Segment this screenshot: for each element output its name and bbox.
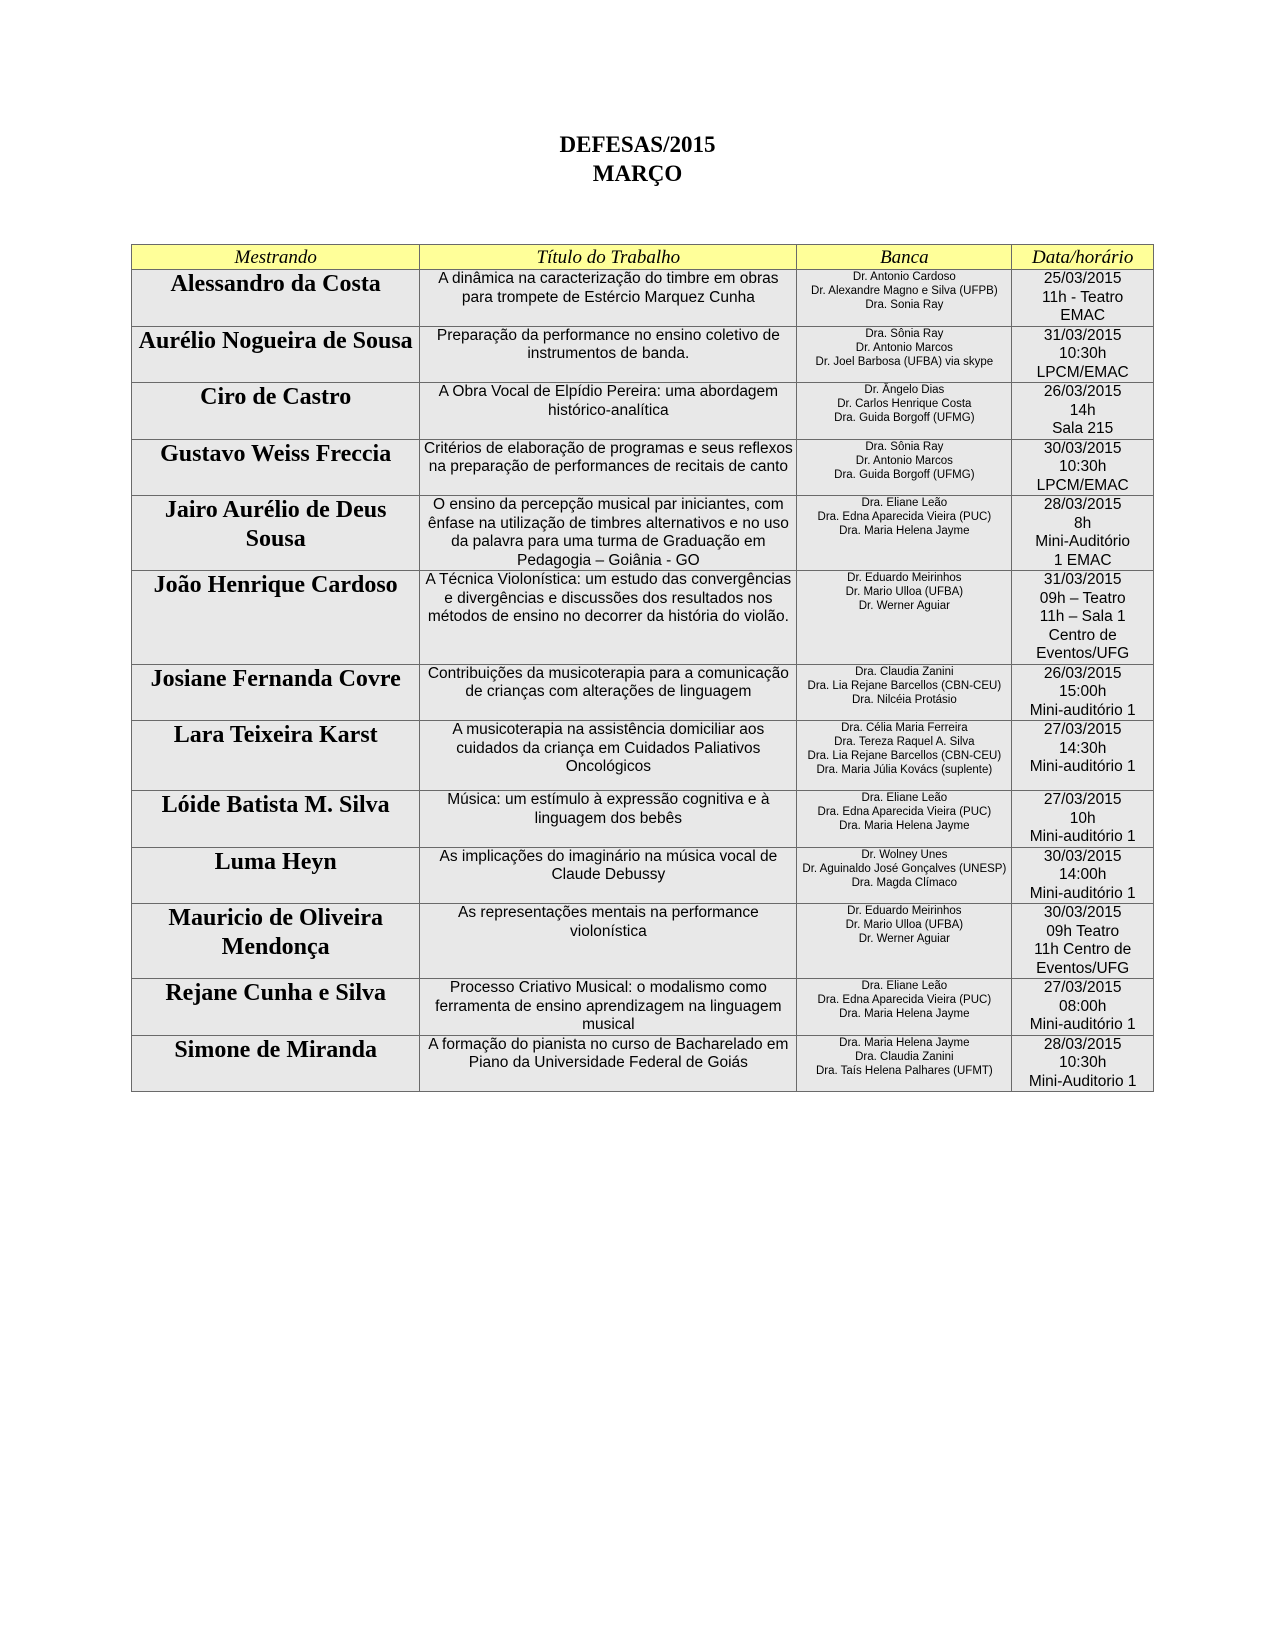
banca-member: Dra. Célia Maria Ferreira	[841, 722, 968, 734]
banca-member: Dr. Carlos Henrique Costa	[837, 398, 972, 410]
date-time-cell	[1012, 979, 1154, 1036]
date-time-line: 10h	[1069, 809, 1096, 827]
date-time-line: 31/03/2015	[1043, 571, 1122, 588]
date-time-cell	[1012, 847, 1154, 904]
date-time-line: EMAC	[1060, 307, 1106, 324]
banca-member: Dr. Ângelo Dias	[864, 384, 945, 396]
date-time-line: Mini-auditório 1	[1029, 758, 1136, 775]
date-time-line: 25/03/2015	[1043, 270, 1122, 287]
table-row	[132, 904, 1154, 979]
banca-member: Dra. Lia Rejane Barcellos (CBN-CEU)	[807, 679, 1002, 692]
work-title: As representações mentais na performance violonística	[420, 904, 797, 979]
student-name: Gustavo Weiss Freccia	[132, 439, 420, 496]
banca-cell	[797, 791, 1012, 848]
table-row	[132, 847, 1154, 904]
student-name: João Henrique Cardoso	[132, 571, 420, 665]
date-time-line: Eventos/UFG	[1036, 645, 1130, 662]
banca-member: Dr. Werner Aguiar	[858, 933, 950, 945]
date-time-line: Mini-auditório 1	[1029, 828, 1136, 845]
date-time-line: 30/03/2015	[1043, 847, 1122, 865]
student-name: Luma Heyn	[132, 847, 420, 904]
date-time-line: 31/03/2015	[1043, 326, 1122, 344]
banca-cell	[797, 1035, 1012, 1092]
banca-cell	[797, 326, 1012, 383]
banca-member: Dra. Eliane Leão	[861, 792, 948, 804]
date-time-line: Mini-auditório 1	[1029, 701, 1136, 719]
date-time-line: 14h	[1069, 401, 1096, 419]
date-time-line: LPCM/EMAC	[1036, 363, 1129, 381]
date-time-line: 10:30h	[1058, 458, 1107, 475]
date-time-line: 26/03/2015	[1043, 664, 1122, 682]
banca-member: Dra. Magda Clímaco	[851, 876, 958, 889]
student-name: Aurélio Nogueira de Sousa	[132, 326, 420, 383]
date-time-cell	[1012, 904, 1154, 979]
work-title: A Obra Vocal de Elpídio Pereira: uma abordagem histórico-analítica	[420, 383, 797, 440]
date-time-line: 30/03/2015	[1043, 439, 1122, 457]
work-title: A dinâmica na caracterização do timbre em obras para trompete de Estércio Marquez Cunha	[420, 270, 797, 327]
banca-member: Dra. Nilcéia Protásio	[851, 693, 957, 706]
banca-member: Dr. Mario Ulloa (UFBA)	[845, 586, 964, 598]
banca-member: Dr. Joel Barbosa (UFBA) via skype	[815, 355, 994, 368]
banca-member: Dra. Sônia Ray	[865, 440, 944, 453]
table-row	[132, 270, 1154, 327]
banca-cell	[797, 721, 1012, 791]
date-time-cell	[1012, 496, 1154, 571]
student-name: Mauricio de Oliveira Mendonça	[132, 904, 420, 979]
date-time-line: Sala 215	[1052, 420, 1114, 437]
banca-cell	[797, 270, 1012, 327]
date-time-cell	[1012, 664, 1154, 721]
column-header-mestrando: Mestrando	[132, 245, 420, 270]
work-title: As implicações do imaginário na música vocal de Claude Debussy	[420, 847, 797, 904]
banca-member: Dr. Antonio Marcos	[855, 341, 953, 354]
table-header-row	[132, 245, 1154, 270]
date-time-line: Mini-auditório 1	[1029, 884, 1136, 902]
date-time-line: 09h – Teatro	[1039, 589, 1126, 607]
date-time-line: 11h – Sala 1	[1039, 608, 1126, 625]
banca-member: Dra. Lia Rejane Barcellos (CBN-CEU)	[807, 750, 1002, 762]
table-row	[132, 721, 1154, 791]
date-time-cell	[1012, 791, 1154, 848]
banca-member: Dra. Tereza Raquel A. Silva	[834, 736, 975, 748]
banca-member: Dr. Antonio Cardoso	[852, 271, 956, 283]
date-time-line: 28/03/2015	[1043, 1035, 1122, 1053]
date-time-line: 8h	[1074, 514, 1092, 532]
banca-member: Dr. Wolney Unes	[861, 848, 948, 861]
date-time-line: 27/03/2015	[1043, 791, 1122, 808]
date-time-cell	[1012, 383, 1154, 440]
table-row	[132, 326, 1154, 383]
date-time-line: 15:00h	[1058, 683, 1107, 700]
work-title: Preparação da performance no ensino coletivo de instrumentos de banda.	[420, 326, 797, 383]
banca-member: Dra. Edna Aparecida Vieira (PUC)	[817, 994, 992, 1006]
banca-member: Dra. Guida Borgoff (UFMG)	[834, 412, 975, 424]
date-time-line: 27/03/2015	[1043, 979, 1122, 996]
table-row	[132, 664, 1154, 721]
banca-member: Dra. Eliane Leão	[861, 497, 948, 509]
student-name: Lara Teixeira Karst	[132, 721, 420, 791]
table-row	[132, 496, 1154, 571]
date-time-line: 28/03/2015	[1043, 496, 1122, 513]
date-time-cell	[1012, 439, 1154, 496]
student-name: Rejane Cunha e Silva	[132, 979, 420, 1036]
banca-member: Dr. Eduardo Meirinhos	[847, 572, 962, 584]
column-header-banca: Banca	[797, 245, 1012, 270]
date-time-line: Mini-Auditorio 1	[1028, 1072, 1137, 1090]
work-title: A formação do pianista no curso de Bacharelado em Piano da Universidade Federal de Goiás	[420, 1035, 797, 1092]
banca-member: Dra. Sonia Ray	[865, 299, 944, 311]
date-time-line: 11h - Teatro	[1042, 288, 1124, 306]
date-time-line: 08:00h	[1058, 997, 1107, 1015]
banca-member: Dr. Aguinaldo José Gonçalves (UNESP)	[802, 862, 1007, 875]
banca-member: Dra. Taís Helena Palhares (UFMT)	[815, 1064, 993, 1077]
date-time-line: Mini-Auditório	[1035, 533, 1131, 550]
date-time-line: 14:30h	[1058, 739, 1107, 757]
page-title	[0, 130, 1275, 188]
banca-member: Dr. Antonio Marcos	[855, 454, 953, 467]
date-time-cell	[1012, 721, 1154, 791]
banca-member: Dr. Werner Aguiar	[858, 600, 950, 612]
date-time-line: 30/03/2015	[1043, 904, 1122, 921]
student-name: Ciro de Castro	[132, 383, 420, 440]
banca-cell	[797, 571, 1012, 665]
banca-member: Dra. Guida Borgoff (UFMG)	[834, 468, 975, 481]
student-name: Simone de Miranda	[132, 1035, 420, 1092]
student-name: Lóide Batista M. Silva	[132, 791, 420, 848]
banca-member: Dra. Eliane Leão	[861, 980, 948, 992]
work-title: Critérios de elaboração de programas e seus reflexos na preparação de performances de recitais de canto	[420, 439, 797, 496]
date-time-line: 10:30h	[1058, 1054, 1107, 1071]
date-time-line: 27/03/2015	[1043, 721, 1122, 738]
date-time-line: Mini-auditório 1	[1029, 1016, 1136, 1033]
banca-member: Dra. Sônia Ray	[865, 327, 944, 340]
banca-member: Dra. Maria Helena Jayme	[839, 525, 970, 537]
banca-member: Dra. Claudia Zanini	[855, 1050, 954, 1063]
date-time-line: Centro de	[1048, 626, 1117, 644]
table-row	[132, 979, 1154, 1036]
date-time-line: Eventos/UFG	[1036, 959, 1130, 977]
table-row	[132, 571, 1154, 665]
date-time-line: 11h Centro de	[1034, 941, 1132, 958]
banca-member: Dr. Alexandre Magno e Silva (UFPB)	[811, 285, 998, 297]
banca-cell	[797, 979, 1012, 1036]
banca-member: Dr. Mario Ulloa (UFBA)	[845, 919, 964, 931]
title-line-year: DEFESAS/2015	[559, 132, 716, 157]
column-header-data-horario: Data/horário	[1012, 245, 1154, 270]
table-row	[132, 439, 1154, 496]
student-name: Jairo Aurélio de Deus Sousa	[132, 496, 420, 571]
date-time-line: LPCM/EMAC	[1036, 476, 1129, 494]
work-title: Música: um estímulo à expressão cognitiva e à linguagem dos bebês	[420, 791, 797, 848]
banca-member: Dra. Maria Helena Jayme	[839, 1008, 970, 1020]
banca-member: Dra. Edna Aparecida Vieira (PUC)	[817, 511, 992, 523]
work-title: O ensino da percepção musical par iniciantes, com ênfase na utilização de timbres alternativos e no uso da palavra para uma turma de Graduação em Pedagogia – Goiânia - GO	[420, 496, 797, 571]
student-name: Alessandro da Costa	[132, 270, 420, 327]
title-line-month: MARÇO	[592, 161, 683, 186]
banca-cell	[797, 664, 1012, 721]
date-time-cell	[1012, 326, 1154, 383]
work-title: Contribuições da musicoterapia para a comunicação de crianças com alterações de linguagem	[420, 664, 797, 721]
date-time-cell	[1012, 571, 1154, 665]
date-time-cell	[1012, 1035, 1154, 1092]
work-title: A musicoterapia na assistência domiciliar aos cuidados da criança em Cuidados Paliativos Oncológicos	[420, 721, 797, 791]
banca-cell	[797, 439, 1012, 496]
student-name: Josiane Fernanda Covre	[132, 664, 420, 721]
column-header-titulo: Título do Trabalho	[420, 245, 797, 270]
date-time-line: 09h Teatro	[1046, 922, 1120, 940]
banca-cell	[797, 383, 1012, 440]
banca-cell	[797, 904, 1012, 979]
banca-cell	[797, 847, 1012, 904]
banca-member: Dra. Edna Aparecida Vieira (PUC)	[817, 806, 992, 818]
banca-member: Dra. Maria Helena Jayme	[839, 820, 970, 832]
table-row	[132, 1035, 1154, 1092]
date-time-line: 14:00h	[1058, 866, 1107, 883]
defesas-table	[131, 244, 1154, 1092]
date-time-cell	[1012, 270, 1154, 327]
date-time-line: 10:30h	[1058, 345, 1107, 362]
banca-member: Dra. Claudia Zanini	[855, 665, 954, 678]
work-title: A Técnica Violonística: um estudo das convergências e divergências e discussões dos resultados nos métodos de ensino no decorrer da história do violão.	[420, 571, 797, 665]
date-time-line: 1 EMAC	[1053, 551, 1112, 569]
table-row	[132, 383, 1154, 440]
table-row	[132, 791, 1154, 848]
banca-cell	[797, 496, 1012, 571]
work-title: Processo Criativo Musical: o modalismo como ferramenta de ensino aprendizagem na linguagem musical	[420, 979, 797, 1036]
date-time-line: 26/03/2015	[1043, 383, 1122, 400]
banca-member: Dr. Eduardo Meirinhos	[847, 905, 962, 917]
banca-member: Dra. Maria Júlia Kovács (suplente)	[816, 764, 993, 776]
banca-member: Dra. Maria Helena Jayme	[839, 1036, 970, 1049]
